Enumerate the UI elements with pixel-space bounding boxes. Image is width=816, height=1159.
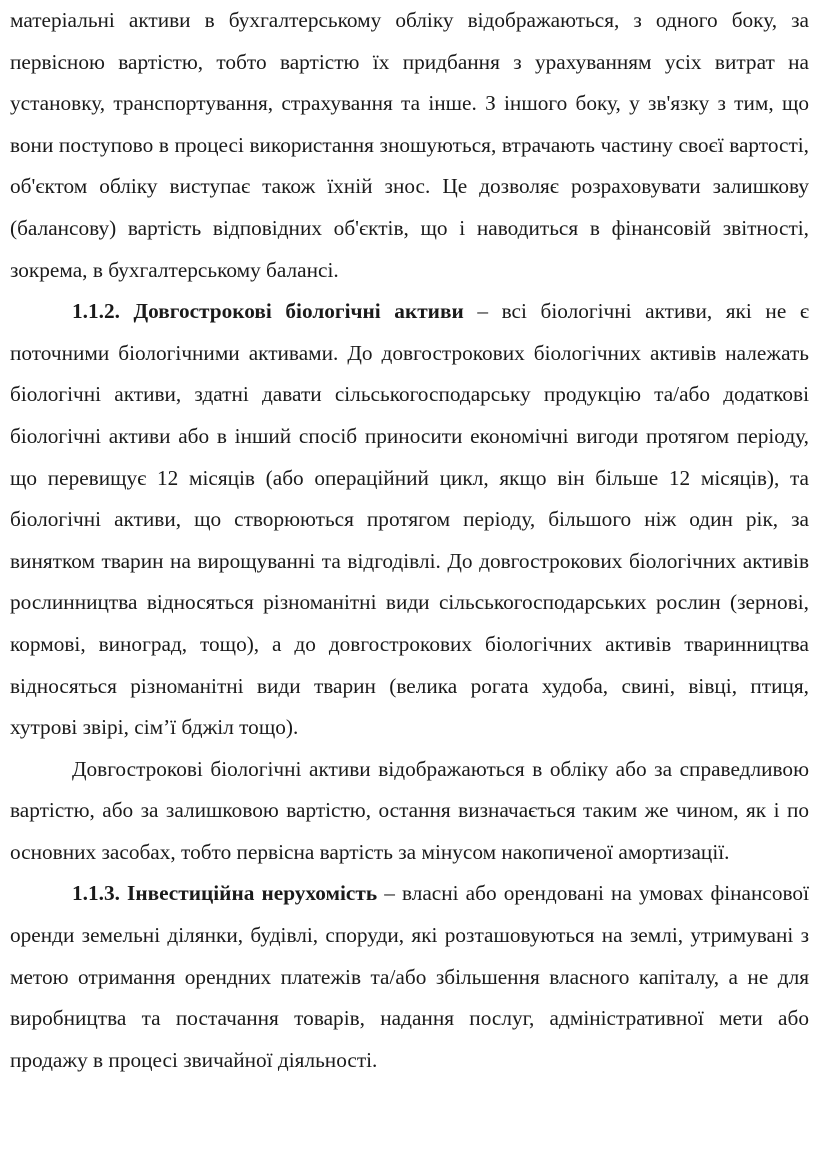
paragraph-intro: матеріальні активи в бухгалтерському обліку відображаються, з одного боку, за первісною вартістю, тобто вартістю їх придбання з урахуванням усіх витрат на установку, транспортування, страхування та інше. З іншого боку, у зв'язку з тим, що вони поступово в процесі використання зношуються, втрачають частину своєї вартості, об'єктом обліку виступає також їхній знос. Це дозволяє розраховувати залишкову (балансову) вартість відповідних об'єктів, що і наводиться в фінансовій звітності, зокрема, в бухгалтерському балансі. — [10, 8, 809, 282]
paragraph-valuation: Довгострокові біологічні активи відображаються в обліку або за справедливою вартістю, або за залишковою вартістю, остання визначається таким же чином, як і по основних засобах, тобто первісна вартість за мінусом накопиченої амортизації. — [10, 756, 809, 864]
section-1-1-2-text: – всі біологічні активи, які не є поточними біологічними активами. До довгострокових біологічних активів належать біологічні активи, здатні давати сільськогосподарську продукцію та/або додаткові біологічні активи або в інший спосіб приносити економічні вигоди протягом періоду, що перевищує 12 місяців (або операційний цикл, якщо він більше 12 місяців), та біологічні активи, що створюються протягом періоду, більшого ніж один рік, за винятком тварин на вирощуванні та відгодівлі. До довгострокових біологічних активів рослинництва відносяться різноманітні види сільськогосподарських рослин (зернові, кормові, виноград, тощо), а до довгострокових біологічних активів тваринництва відносяться різноманітні види тварин (велика рогата худоба, свині, вівці, птиця, хутрові звірі, сім’ї бджіл тощо). — [10, 299, 810, 740]
section-1-1-3-text: – власні або орендовані на умовах фінансової оренди земельні ділянки, будівлі, споруди, які розташовуються на землі, утримувані з метою отримання орендних платежів та/або збільшення власного капіталу, а не для виробництва та постачання товарів, надання послуг, адміністративної мети або продажу в процесі звичайної діяльності. — [10, 881, 809, 1072]
section-1-1-3 — [10, 873, 809, 1081]
section-1-1-3-number: 1.1.3. — [72, 881, 120, 906]
section-1-1-3-term: Інвестиційна нерухомість — [127, 881, 378, 906]
document-page — [10, 0, 809, 1081]
section-1-1-2 — [10, 291, 809, 749]
section-1-1-2-term: Довгострокові біологічні активи — [133, 299, 464, 324]
section-1-1-2-number: 1.1.2. — [72, 299, 120, 324]
